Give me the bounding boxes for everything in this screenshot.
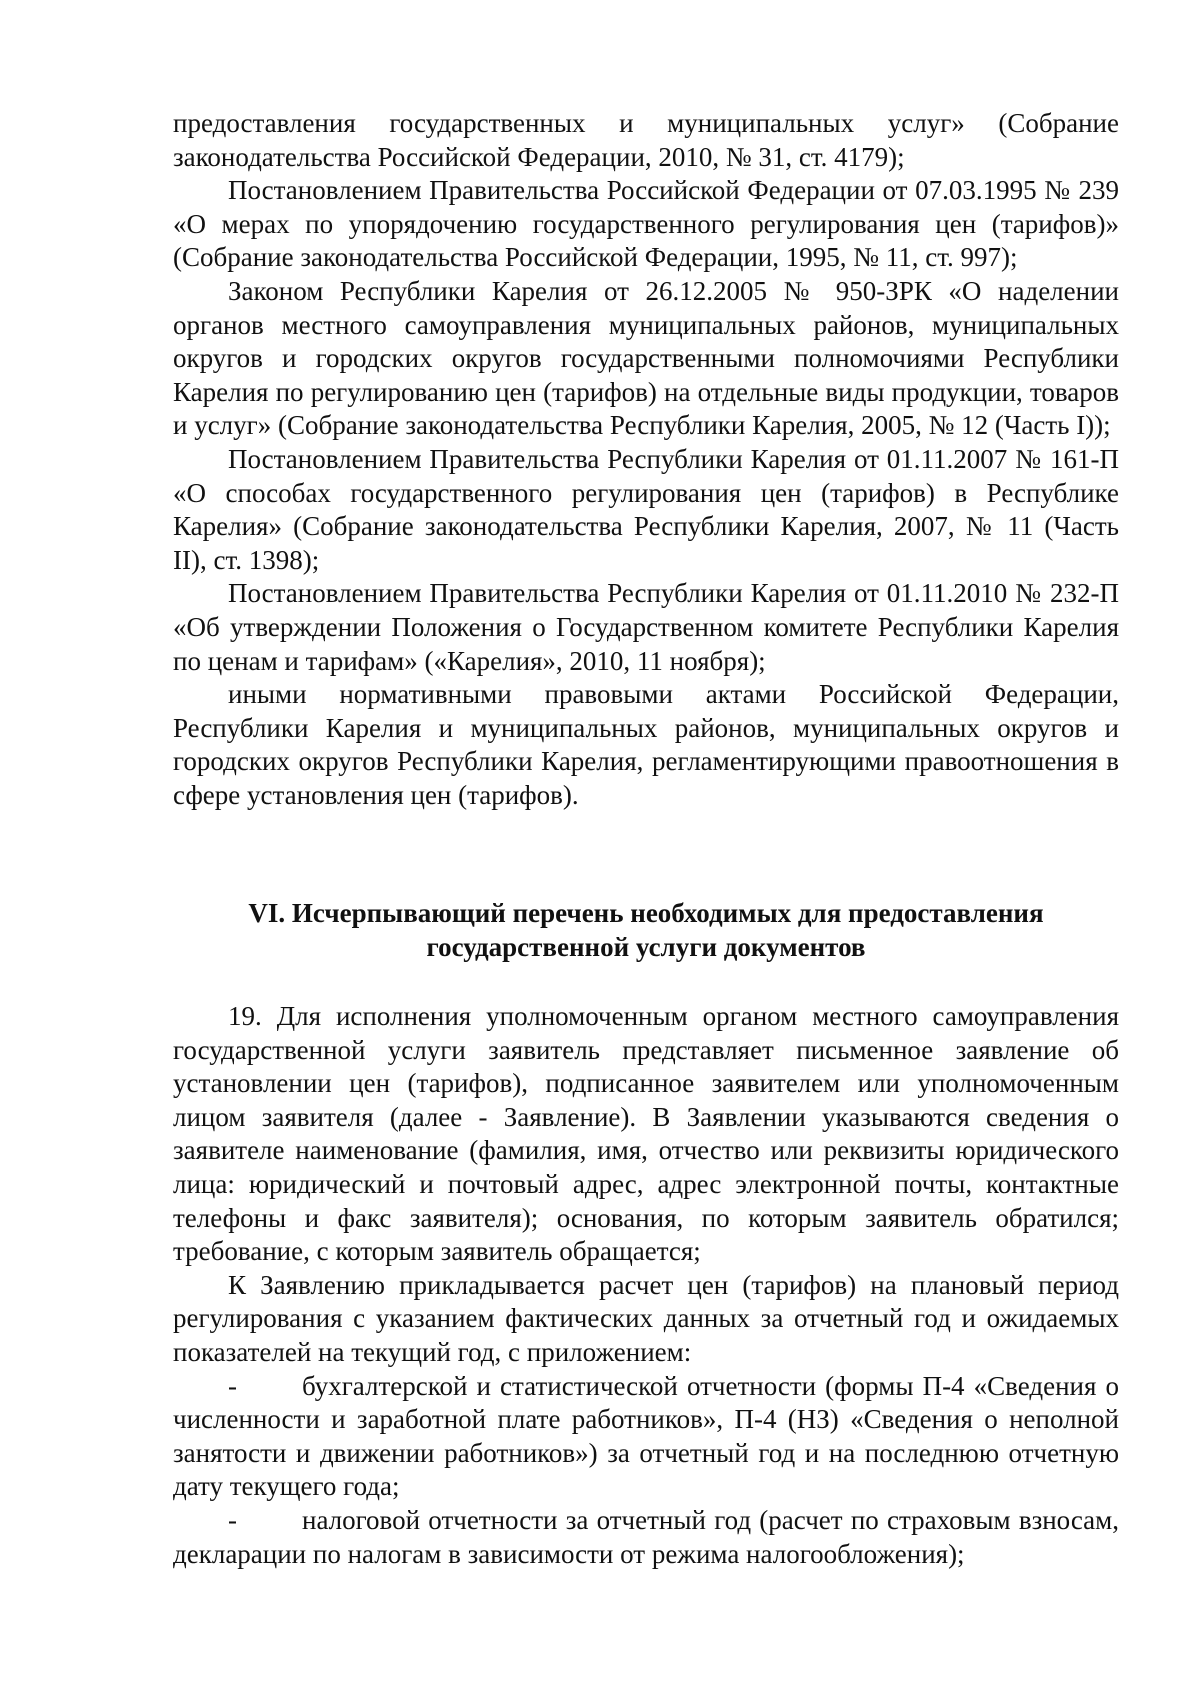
paragraph-decree-2010: Постановлением Правительства Республики Карелия от 01.11.2010 № 232-П «Об утверждении Положения о Государственном комитете Республики Карелия по ценам и тарифам» («Карелия», 2010, 11 ноября); <box>173 578 1119 676</box>
list-dash: - <box>228 1370 237 1401</box>
paragraph-attachments: К Заявлению прикладывается расчет цен (тарифов) на плановый период регулирования с указанием фактических данных за отчетный год и ожидаемых показателей на текущий год, с приложением: <box>173 1269 1119 1367</box>
paragraph-law-2005: Законом Республики Карелия от 26.12.2005 № 950-ЗРК «О наделении органов местного самоуправления муниципальных районов, муниципальных округов и городских округов государственными полномочиями Республики Карелия по регулированию цен (тарифов) на отдельные виды продукции, товаров и услуг» (Собрание законодательства Республики Карелия, 2005, № 12 (Часть I)); <box>173 275 1119 441</box>
list-dash: - <box>228 1504 237 1535</box>
paragraph-decree-1995: Постановлением Правительства Российской Федерации от 07.03.1995 № 239 «О мерах по упорядочению государственного регулирования цен (тарифов)» (Собрание законодательства Российской Федерации, 1995, № 11, ст. 997); <box>173 175 1119 273</box>
list-item <box>173 1504 1119 1571</box>
legal-basis-section <box>173 107 1119 812</box>
list-item-text: бухгалтерской и статистической отчетности (формы П-4 «Сведения о численности и заработной плате работников», П-4 (НЗ) «Сведения о неполной занятости и движении работников») за отчетный год и на последнюю отчетную дату текущего года; <box>173 1370 1119 1502</box>
section-heading-line-2: государственной услуги документов <box>426 932 866 962</box>
paragraph-19: 19. Для исполнения уполномоченным органом местного самоуправления государственной услуги заявитель представляет письменное заявление об установлении цен (тарифов), подписанное заявителем или уполномоченным лицом заявителя (далее - Заявление). В Заявлении указываются сведения о заявителе наименование (фамилия, имя, отчество или реквизиты юридического лица: юридический и почтовый адрес, адрес электронной почты, контактные телефоны и факс заявителя); основания, по которым заявитель обратился; требование, с которым заявитель обращается; <box>173 1001 1119 1267</box>
section-heading-line-1: VI. Исчерпывающий перечень необходимых для предоставления <box>248 898 1044 928</box>
paragraph-other-acts: иными нормативными правовыми актами Российской Федерации, Республики Карелия и муниципальных районов, муниципальных округов и городских округов Республики Карелия, регламентирующими правоотношения в сфере установления цен (тарифов). <box>173 679 1119 810</box>
section-heading <box>173 896 1119 964</box>
documents-section <box>173 1000 1119 1571</box>
list-item-text: налоговой отчетности за отчетный год (расчет по страховым взносам, декларации по налогам в зависимости от режима налогообложения); <box>173 1504 1119 1569</box>
list-item <box>173 1370 1119 1504</box>
paragraph-continuation: предоставления государственных и муниципальных услуг» (Собрание законодательства Российской Федерации, 2010, № 31, ст. 4179); <box>173 108 1119 172</box>
paragraph-decree-2007: Постановлением Правительства Республики Карелия от 01.11.2007 № 161-П «О способах государственного регулирования цен (тарифов) в Республике Карелия» (Собрание законодательства Республики Карелия, 2007, № 11 (Часть II), ст. 1398); <box>173 443 1119 575</box>
